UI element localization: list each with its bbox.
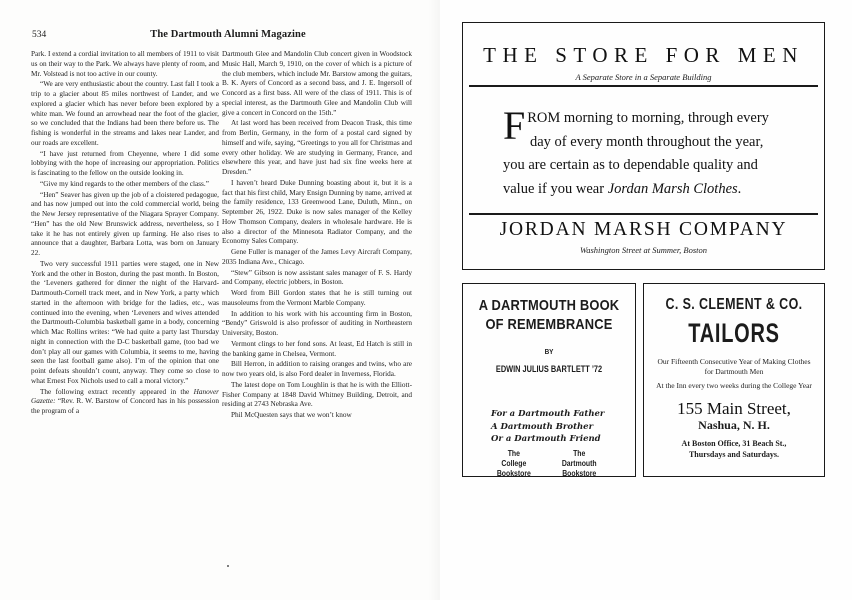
boston-office-line: At Boston Office, 31 Beach St., xyxy=(681,439,787,448)
book-by: BY xyxy=(544,347,554,356)
ad-subheadline: A Separate Store in a Separate Building xyxy=(575,72,712,82)
extract-intro: The following extract recently appeared in the xyxy=(40,387,190,396)
paragraph: “Hen” Seaver has given up the job of a cloistered pedagogue, and has now jumped out into the cold commercial world, being the New Jersey representative of the Niagara Sprayer Company. “Hen” has the old New Brunswick address, nevertheless, so I take it he has not entirely given up farming. He also rises to announce that a daughter, Barbara Lotta, was born on January 22. xyxy=(31,190,219,257)
ad-body-line: day of every month throughout the year, xyxy=(530,133,764,150)
company-name: JORDAN MARSH COMPANY xyxy=(499,219,788,240)
page-number: 534 xyxy=(32,30,47,40)
bookstore-college xyxy=(484,449,544,479)
company-name: C. S. CLEMENT & CO. xyxy=(665,296,803,313)
ad-description-line: At the Inn every two weeks during the College Year xyxy=(656,381,812,390)
paragraph: In addition to his work with his accounting firm in Boston, “Bendy” Griswold is also professor of auditing in Northeastern University, Boston. xyxy=(222,309,412,337)
book-ad xyxy=(462,283,636,477)
article-column-right xyxy=(222,50,412,422)
dedication-line: For a Dartmouth Father xyxy=(491,409,605,419)
brand-name: Jordan Marsh Clothes xyxy=(607,180,738,197)
article-column-left xyxy=(31,50,219,418)
divider xyxy=(469,85,818,87)
print-speck xyxy=(227,565,229,567)
paragraph: “Give my kind regards to the other members of the class.” xyxy=(40,179,209,188)
paragraph: Phil McQuesten says that we won’t know xyxy=(231,411,352,419)
company-address: Washington Street at Summer, Boston xyxy=(579,245,708,255)
ad-body xyxy=(503,103,794,201)
ad-description-line: Our Fifteenth Consecutive Year of Making Clothes for Dartmouth Men xyxy=(657,357,811,376)
book-title-line: OF REMEMBRANCE xyxy=(485,316,613,333)
clement-tailors-ad xyxy=(643,283,825,477)
book-dedications xyxy=(491,408,627,446)
divider xyxy=(469,213,818,215)
boston-office xyxy=(652,439,816,460)
paragraph: At last word has been received from Deacon Trask, this time from Berlin, Germany, in the form of a postal card signed by himself and wife, saying, “Greetings to you all for Christmas and every other holiday. We are studying in Germany, France, and elsewhere this year, and have just had six fine weeks here at Dresden.” xyxy=(222,119,412,176)
paragraph: “We are very enthusiastic about the country. Last fall I took a trip to a glacier about 85 miles northwest of Lander, and we explored a glacier which has never before been explored by a white man. We found an arrowhead near the foot of the glacier, so we concluded that the Indians had been there before us. The fishing is wonderful in the streams and lakes near Lander, and our roads are excellent. xyxy=(31,80,219,147)
drop-cap: F xyxy=(503,103,526,148)
ad-body-line: you are certain as to dependable quality and xyxy=(503,157,758,173)
extract-source: Hanover Gazette: xyxy=(31,387,220,406)
street-address: 155 Main Street, xyxy=(677,399,791,418)
bookstore-label: Dartmouth Bookstore xyxy=(561,459,597,478)
paragraph: Gene Fuller is manager of the James Levy Aircraft Company, 2035 Indiana Ave., Chicago. xyxy=(222,248,412,266)
ad-body-text: value if you wear xyxy=(503,180,608,197)
book-author: EDWIN JULIUS BARTLETT ’72 xyxy=(495,364,603,374)
book-title-line: A DARTMOUTH BOOK xyxy=(478,297,620,314)
running-title: The Dartmouth Alumni Magazine xyxy=(150,29,306,40)
jordan-marsh-ad xyxy=(462,22,825,270)
paragraph: Park. I extend a cordial invitation to all members of 1911 to visit us on their way to the Park. We always have plenty of room, and Mr. Volstead is not too active in our county. xyxy=(31,50,219,78)
paragraph: Two very successful 1911 parties were staged, one in New York and the other in Boston, during the past month. In Boston, the ‘Leveners gathered for dinner the night of the Harvard-Dartmouth-Cornell track meet, and in New York, a party which started in the afternoon with bridge for the ladies, etc., was continued into the evening, when ‘Leveners and wives attended the Dartmouth-Columbia basketball game in a body, concerning which Mac Rollins writes: “We had quite a party last Thursday night in connection with the D-C basketball game, (too bad we don’t play all our games with Columbia, it seems to me, having seen the last football game also). I’m of the opinion that one point defeats shouldn’t count, anyway. They come so close to what Ernest Fox Nichols used to call a moral victory.” xyxy=(31,259,219,385)
city: Nashua, N. H. xyxy=(698,418,770,432)
ad-body-line xyxy=(503,178,794,202)
extract-quote: “Rev. R. W. Barstow of Concord has in his possession the program of a xyxy=(31,397,220,415)
ad-headline: THE STORE FOR MEN xyxy=(483,43,804,67)
paragraph: Vermont clings to her fond sons. At least, Ed Hatch is still in the banking game in Chelsea, Vermont. xyxy=(222,339,412,358)
paragraph-extract xyxy=(31,388,219,417)
bookstore-label: The xyxy=(507,449,520,458)
paragraph: Bill Herron, in addition to raising oranges and twins, who are now two years old, is also Ford dealer in Inverness, Florida. xyxy=(222,360,412,378)
book-title xyxy=(475,296,623,334)
paragraph: Word from Bill Gordon states that he is still turning out mausoleums from the Vermont Marble Company. xyxy=(222,289,412,307)
paragraph: The latest dope on Tom Loughlin is that he is with the Elliott-Fisher Company at 1848 David Whitney Building, Detroit, and residing at 2743 Nebraska Ave. xyxy=(222,380,412,409)
dedication-line: Or a Dartmouth Friend xyxy=(491,434,601,444)
paragraph: I haven’t heard Duke Dunning boasting about it, but it is a fact that his first child, Mary Ensign Dunning by name, arrived at the family residence, 133 Greenwood Lane, Duluth, Minn., on September 26, 1922. Duke is now sales manager of the Kelley How Thomson Company, dealers in wholesale hardware. He is also a director of the Minnesota Radiator Company, and the Economy Sales Company. xyxy=(222,178,412,246)
bookstore-label: College Bookstore xyxy=(496,459,531,478)
paragraph: “I have just returned from Cheyenne, where I did some lobbying with the hope of increasing our appropriation. Politics is fascinating to the fellow on the outside looking in. xyxy=(31,149,219,177)
paragraph: “Stew” Gibson is now assistant sales manager of F. S. Hardy and Company, electric jobbers, in Boston. xyxy=(222,268,412,287)
ad-description xyxy=(654,357,814,396)
boston-office-line: Thursdays and Saturdays. xyxy=(688,449,780,459)
bookstore-dartmouth xyxy=(544,449,614,479)
bookstore-label: The xyxy=(573,449,586,458)
right-page xyxy=(440,0,852,600)
ad-body-text: . xyxy=(737,180,742,197)
bookstores xyxy=(475,449,623,479)
trade-title: TAILORS xyxy=(688,318,780,348)
page-header xyxy=(30,30,426,44)
paragraph: Dartmouth Glee and Mandolin Club concert given in Woodstock Music Hall, March 9, 1910, on the cover of which is a picture of the club members, which include Mr. Barstow among the guitars, B. K. Ayers of Concord as a second bass, and J. E. Ingersoll of Concord as a first bass. All were of the class of 1911. This is of special interest, as the Dartmouth Glee and Mandolin Club will give a concert in Concord on the 15th.” xyxy=(222,50,412,117)
ad-body-line: ROM morning to morning, through every xyxy=(527,110,769,126)
dedication-line: A Dartmouth Brother xyxy=(491,421,594,432)
